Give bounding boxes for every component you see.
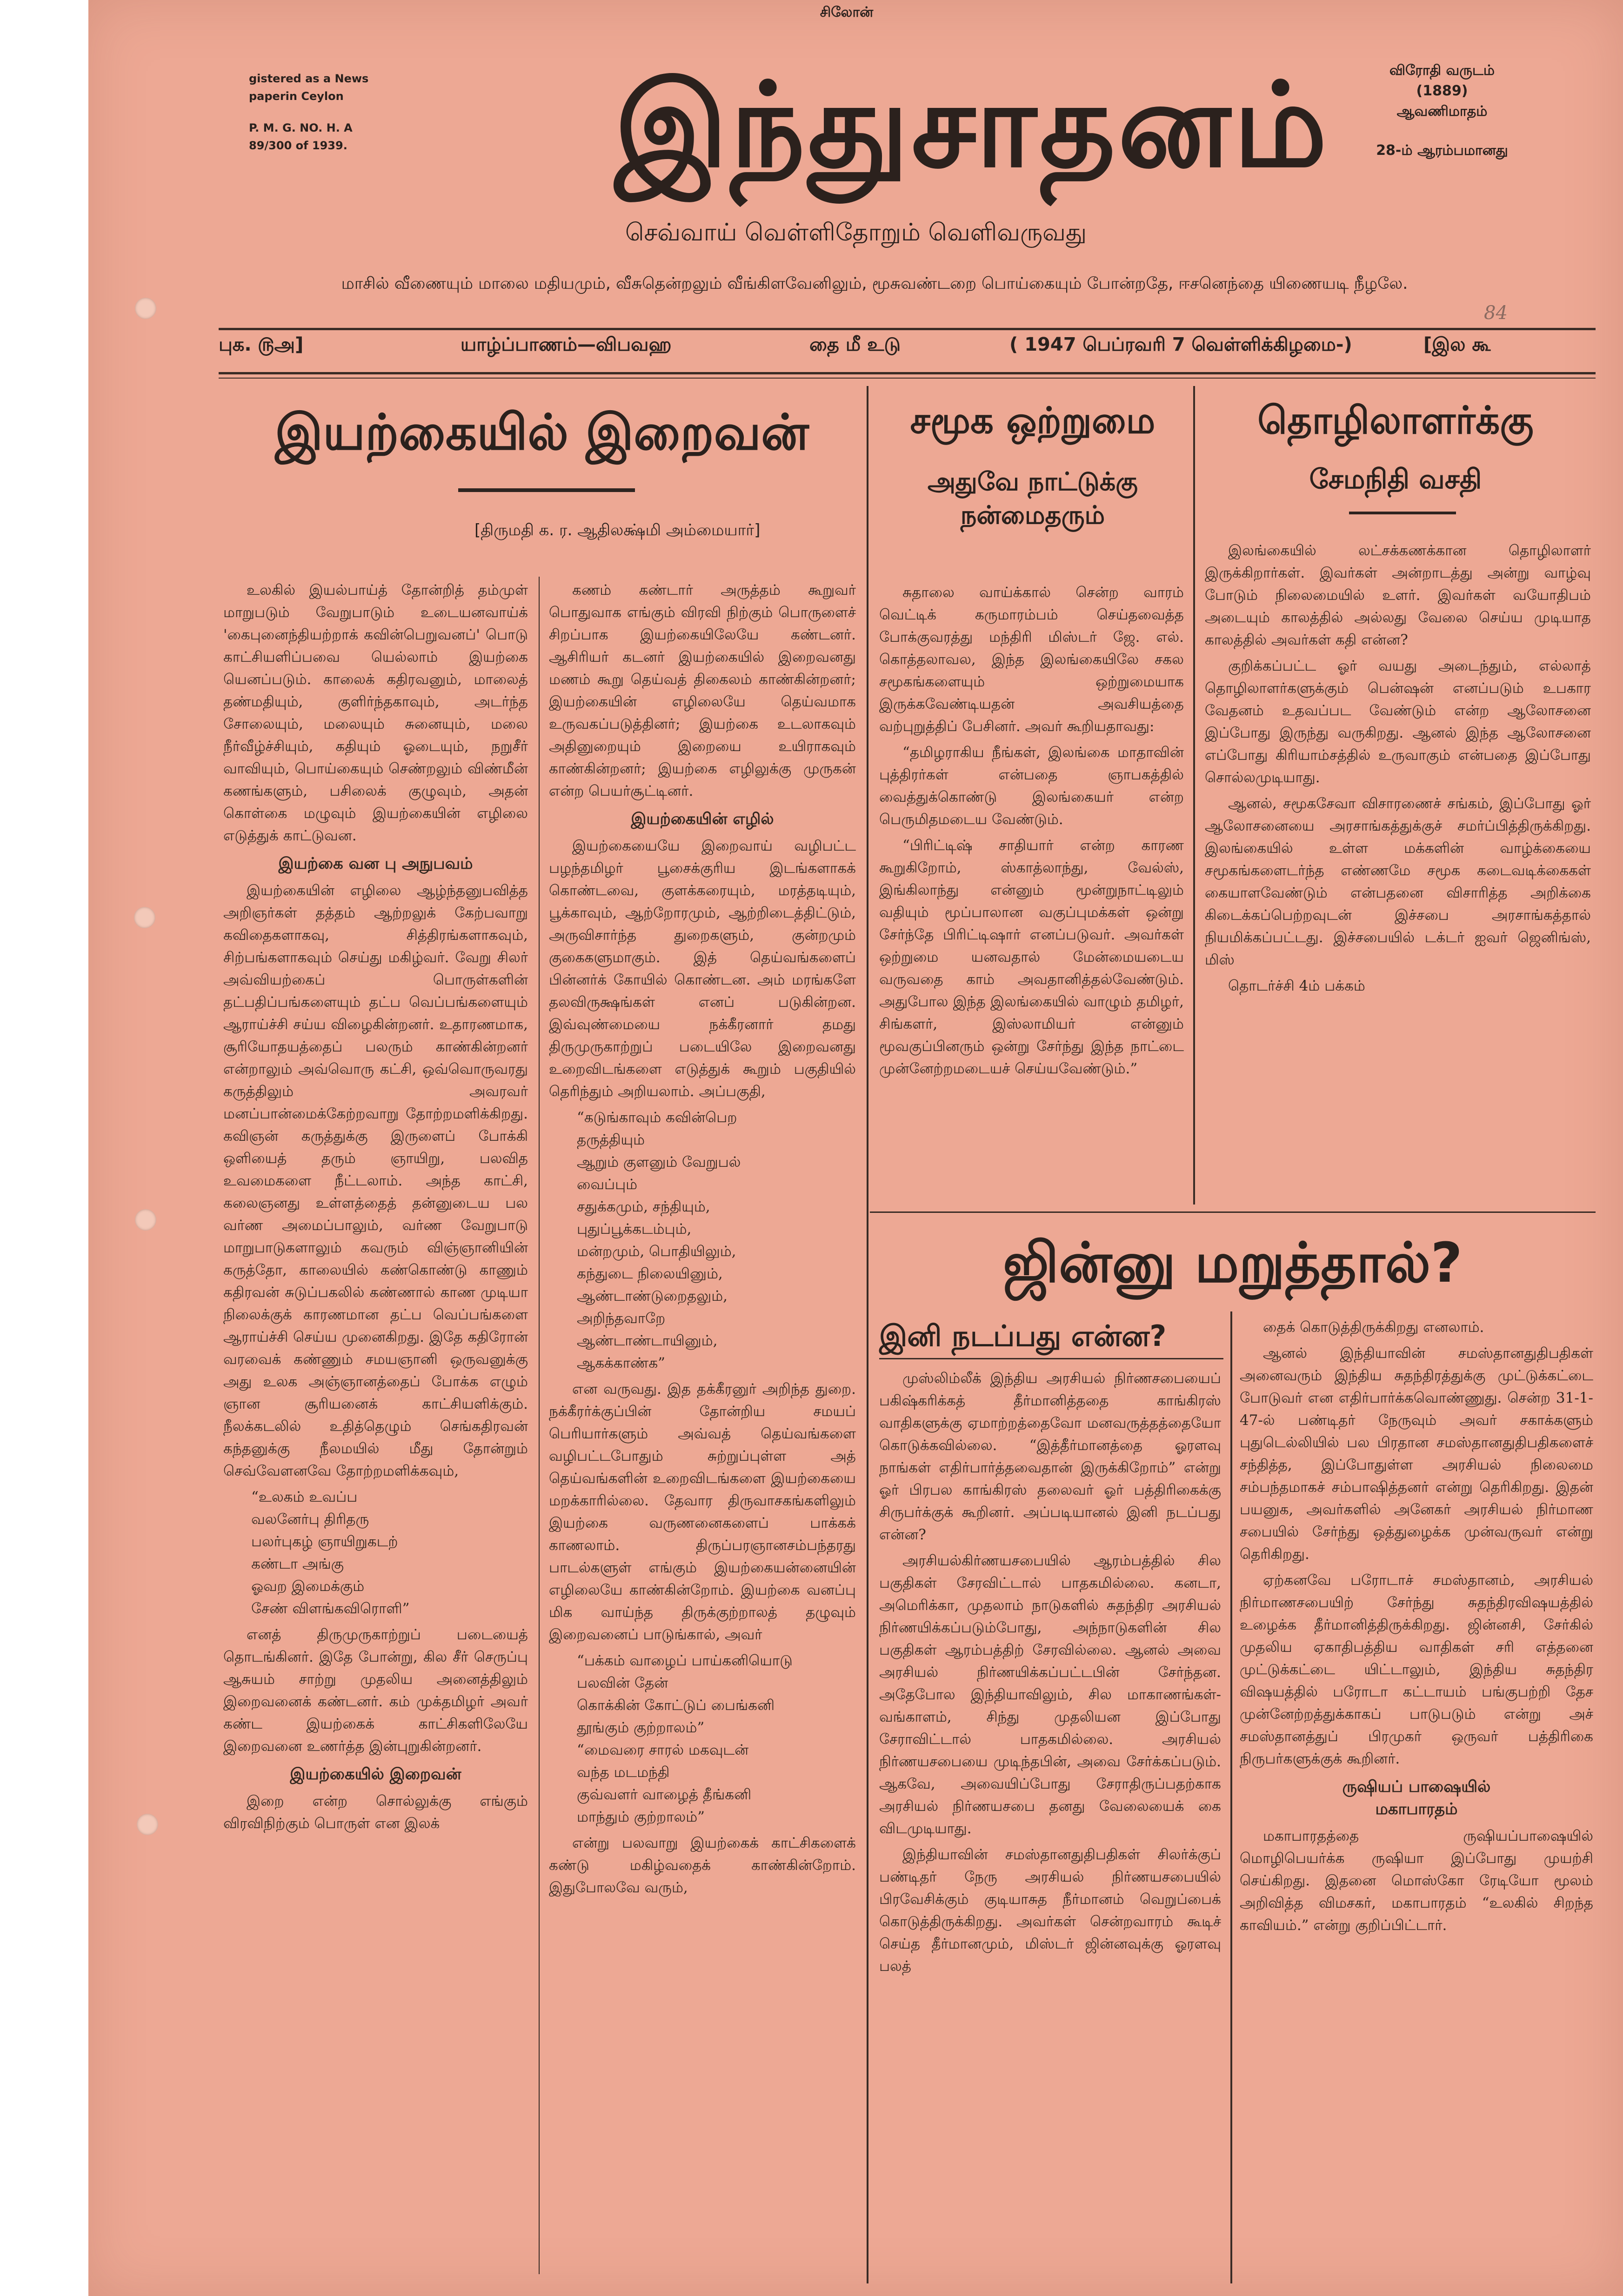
column-rule — [1230, 1311, 1232, 2283]
dateline-date: ( 1947 பெப்ரவரி 7 வெள்ளிக்கிழமை-) — [1009, 334, 1352, 355]
paragraph: ஏற்கனவே பரோடாச் சமஸ்தானம், அரசியல் நிர்மாணசபையிற் சேர்ந்து சுதந்திரவிஷயத்தில் உழைக்க தீர்மானித்திருக்கிறது. ஜின்னசி, சேர்கில் முதலிய ஏகாதிபத்திய வாதிகள் சரி எத்தனை முட்டுக்கட்டை யிட்டாலும், இந்திய சுதந்திர விஷயத்தில் பரோடா கட்டாயம் பங்குபற்றி தேச முன்னேற்றத்துக்காகப் பாடுபடும் என்று அச் சமஸ்தானத்துப் பிரமுகர் ஒருவர் பத்திரிகை நிருபர்களுக்குக் கூறினர். — [1240, 1572, 1593, 1767]
registration-block — [249, 70, 416, 154]
founded-year: (1889) — [1416, 83, 1468, 99]
article-column — [1205, 539, 1591, 1205]
section-rule — [870, 1211, 1596, 1213]
handwritten-mark: 84 — [1484, 302, 1508, 324]
paragraph: என வருவது. இத தக்கீரனுர் அறிந்த துறை. நக்கீரர்க்குப்பின் தோன்றிய சமயப் பெரியார்களும் அவ்வத் தெய்வங்களை வழிபட்டபோதும் சுற்றுப்புள்ள அத் தெய்வங்களின் உறைவிடங்களை இயற்கையை மறக்காரில்லை. தேவார திருவாசகங்களிலும் இயற்கை வருணனைகளைப் பாக்கக் காணலாம். திருப்பரஞானசம்பந்தரது பாடல்களுள் எங்கும் இயற்கையன்னையின் எழிலையே காண்கின்றோம். இயற்கை வனப்பு மிக வாய்ந்த திருக்குற்றாலத் தழுவும் இறைவனைப் பாடுங்கால், அவர் — [549, 1381, 856, 1643]
masthead-verse: மாசில் வீணையும் மாலை மதியமும், வீசுதென்றலும் வீங்கிளவேனிலும், மூசுவண்டறை பொய்கையும் போன்றதே, ஈசனெந்தை யிணையடி நீழலே. — [341, 274, 1408, 293]
paragraph: அரசியல்கிர்ணயசபையில் ஆரம்பத்தில் சில பகுதிகள் சேரவிட்டால் பாதகமில்லை. கனடா, அமெரிக்கா, முதலாம் நாடுகளில் சுதந்திர அரசியல் நிர்ணயிக்கப்படும்போது, அந்நாடுகளின் சில பகுதிகள் ஆரம்பத்திற் சேரவில்லை. ஆனல் அவை அரசியல் நிர்ணயிக்கப்பட்டபின் சேர்ந்தன. அதேபோல இந்தியாவிலும், சில மாகாணங்கள்-வங்காளம், சிந்து முதலியன இப்போது சேராவிட்டால் பாதகமில்லை. அரசியல் நிர்ணயசபையை முடிந்தபின், அவை சேர்க்கப்படும். ஆகவே, அவையிப்போது சேராதிருப்பதற்காக அரசியல் நிர்ணயசபை தனது வேலையைக் கை விடமுடியாது. — [879, 1552, 1221, 1837]
section-heading: ருஷியப் பாஷையில் மகாபாரதம் — [1342, 1777, 1491, 1818]
registration-line: 89/300 of 1939. — [249, 139, 347, 152]
founded-label: விரோதி வருடம் — [1389, 62, 1495, 79]
section-heading: இயற்கை வன பு அநுபவம் — [278, 854, 473, 873]
article-column — [879, 1367, 1221, 2279]
issue-number: புக. ௫அ] — [219, 334, 304, 355]
section-heading: இயற்கையில் இறைவன் — [290, 1765, 461, 1784]
punch-hole — [135, 1209, 156, 1231]
punch-hole — [134, 907, 155, 928]
column-rule — [1193, 386, 1195, 1205]
dateline-top-rule — [219, 328, 1596, 330]
column-rule — [867, 386, 868, 2283]
masthead-title: இந்துசாதனம் — [614, 58, 1330, 193]
punch-hole — [135, 298, 156, 319]
article-subheadline: சேமநிதி வசதி — [1309, 463, 1482, 495]
dateline — [219, 334, 1596, 366]
paragraph: “தமிழராகிய நீங்கள், இலங்கை மாதாவின் புத்திரர்கள் என்பதை ஞாபகத்தில் வைத்துக்கொண்டு இலங்கையர் என்ற பெருமிதமடைய வேண்டும். — [879, 744, 1184, 828]
article-headline: இயற்கையில் இறைவன் — [275, 404, 809, 461]
article-column — [223, 579, 528, 2281]
byline: [திருமதி க. ர. ஆதிலக்ஷ்மி அம்மையார்] — [474, 521, 761, 539]
headline-underline — [1349, 512, 1456, 514]
paragraph: எனத் திருமுருகாற்றுப் படையைத் தொடங்கினர். இதே போன்று, கில சீர் செருப்பு ஆசுயம் சாற்று முதலிய அனைத்திலும் இறைவனைக் கண்டனர். கம் முக்தமிழர் அவர் கண்ட இயற்கைக் காட்சிகளிலேயே இறைவனை உணர்த்த இன்புறுகின்றனர். — [223, 1626, 528, 1755]
paragraph: இறை என்ற சொல்லுக்கு எங்கும் விரவிநிற்கும் பொருள் என இலக் — [223, 1793, 528, 1832]
verse-quote: “கடுங்காவும் கவின்பெற தருத்தியும் ஆறும் குளனும் வேறுபல் வைப்பும் சதுக்கமும், சந்தியும், புதுப்பூக்கடம்பும், மன்றமும், பொதியிலும், கந்துடை நிலையினும், ஆண்டாண்டுறைதலும், அறிந்தவாறே ஆண்டாண்டாயினும், ஆகக்காண்க” — [577, 1109, 741, 1371]
article-headline: ஜின்னு மறுத்தால்? — [1003, 1231, 1463, 1295]
paragraph: இயற்கையையே இறைவாய் வழிபட்ட பழந்தமிழர் பூசைக்குரிய இடங்களாகக் கொண்டவை, குளக்கரையும், மரத்தடியும், பூக்காவும், ஆற்றோரமும், ஆற்றிடைத்திட்டும், அருவிசார்ந்த துறைகளும், குன்றமும் குகைகளுமாகும். இத் தெய்வங்களைப் பின்னர்க் கோயில் கொண்டன. அம் மரங்களே தலவிருக்ஷங்கள் எனப் படுகின்றன. இவ்வுண்மையை நக்கீரனார் தமது திருமுருகாற்றுப் படையிலே இறைவனது உறைவிடங்களை எடுத்துக் கூறும் பகுதியில் தெரிந்தும் அறியலாம். அப்பகுதி, — [549, 838, 856, 1100]
paragraph: குறிக்கப்பட்ட ஓர் வயது அடைந்தும், எல்லாத் தொழிலாளர்களுக்கும் பென்ஷன் எனப்படும் உபகார வேதனம் உதவப்பட வேண்டும் என்ற ஆலோசனை இப்போது இருந்து வருகிறது. ஆனல் இந்த ஆலோசனை எப்போது கிரியாம்சத்தில் உருவாகும் என்பதை இப்போது சொல்லமுடியாது. — [1205, 658, 1591, 786]
paragraph: சுதாலை வாய்க்கால் சென்ற வாரம் வெட்டிக் கருமாரம்பம் செய்தவைத்த போக்குவரத்து மந்திரி மிஸ்டர் ஜே. எல். கொத்தலாவல, இந்த இலங்கையிலே சகல சமூகங்களையும் ஒற்றுமையாக இருக்கவேண்டியதன் அவசியத்தை வற்புறுத்திப் பேசினர். அவர் கூறியதாவது: — [879, 584, 1184, 735]
article-column — [549, 579, 856, 2281]
article-headline: தொழிலாளர்க்கு — [1257, 399, 1534, 443]
registration-line: gistered as a News — [249, 72, 369, 85]
paragraph: தைக் கொடுத்திருக்கிறது எனலாம். — [1263, 1319, 1484, 1336]
column-rule — [539, 577, 540, 2274]
founded-month: ஆவணிமாதம் — [1396, 103, 1488, 120]
subheadline-rule — [879, 1358, 1223, 1359]
paragraph: உலகில் இயல்பாய்த் தோன்றித் தம்முள் மாறுபடும் வேறுபாடும் உடையனவாய்க் 'கைபுனைந்தியற்றாக் கவின்பெறுவனப்' பொடு காட்சியளிப்பவை யெல்லாம் இயற்கை யெனப்படும். காலைக் கதிரவனும், மாலைத் தண்மதியும், குளிர்ந்தகாவும், அடர்ந்த சோலையும், மலையும் சுனையும், மலை நீர்வீழ்ச்சியும், கதியும் ஓடையும், நறுசீர் வாவியும், பொய்கையும் செண்றலும் விண்மீன் கணங்களும், பசிலைக் குழுவும், அதன் கொள்கை மழுவும் இயற்கையின் எழிலை எடுத்துக் காட்டுவன. — [223, 582, 528, 844]
dateline-bottom-rule — [219, 372, 1596, 374]
paragraph: இலங்கையில் லட்சக்கணக்கான தொழிலாளர் இருக்கிறார்கள். இவர்கள் அன்றாடத்து அன்று வாழ்வு போடும் நிலைமையில் உளர். இவர்கள் வயோதிபம் அடையும் காலத்தில் அல்லது வேலை செய்ய முடியாத காலத்தில் அவர்கள் கதி என்ன? — [1205, 542, 1591, 648]
paragraph: முஸ்லிம்லீக் இந்திய அரசியல் நிர்ணசபையைப் பகிஷ்கரிக்கத் தீர்மானித்ததை காங்கிரஸ் வாதிகளுக்கு ஏமாற்றத்தைவோ மனவருத்தத்தையோ கொடுக்கவில்லை. “இத்தீர்மானத்தை ஓரளவு நாங்கள் எதிர்பார்த்தவைதான் இருக்கிறோம்” என்று ஓர் பிரபல காங்கிரஸ் தலைவர் ஓர் பத்திரிகைக்கு சிருபர்க்குக் கூறினர். அப்படியானல் இனி நடப்பது என்ன? — [879, 1370, 1221, 1543]
paragraph: ஆனல் இந்தியாவின் சமஸ்தானதுதிபதிகள் அனைவரும் இந்திய சுதந்திரத்துக்கு முட்டுக்கட்டை போடுவர் என எதிர்பார்க்கவொண்ணுது. சென்ற 31-1-47-ல் பண்டிதர் நேருவும் அவர் சகாக்களும் புதுடெல்லியில் பல பிரதான சமஸ்தானதுதிபதிகளைச் சந்தித்த, இப்போதுள்ள அரசியல் நிலைமை சம்பந்தமாகச் சம்பாஷித்தனர் என்று தெரிகிறது. இதன் பயனுக, அவர்களில் அனேகர் அரசியல் நிர்மாண சபையில் சேர்ந்து ஒத்துழைக்க முன்வருவர் என்று தெரிகிறது. — [1240, 1345, 1593, 1563]
newspaper-page — [88, 0, 1623, 2296]
article-headline: சமூக ஒற்றுமை — [910, 400, 1155, 442]
article-subheadline: இனி நடப்பது என்ன? — [879, 1319, 1167, 1353]
article-column — [1240, 1316, 1593, 2279]
tagline: செவ்வாய் வெள்ளிதோறும் வெளிவருவது — [625, 219, 1087, 246]
dateline-bottom-rule-thin — [219, 378, 1596, 379]
article-subheadline: அதுவே நாட்டுக்கு நன்மைதரும் — [928, 467, 1138, 530]
founded-block — [1344, 60, 1540, 161]
issue-serial: [இல கூ — [1423, 334, 1491, 355]
verse-quote: “பக்கம் வாழைப் பாய்கனியொடு பலவின் தேன் கொக்கின் கோட்டுப் பைங்கனி தூங்கும் குற்றாலம்” “மைவரை சாரல் மகவுடன் வந்த மடமந்தி குவ்வளர் வாழைத் தீங்கனி மாந்தும் குற்றாலம்” — [577, 1652, 793, 1825]
volume-label: 28-ம் ஆரம்பமானது — [1376, 142, 1508, 159]
paragraph: கணம் கண்டார் அருத்தம் கூறுவர் பொதுவாக எங்கும் விரவி நிற்கும் பொருளைச் சிறப்பாக இயற்கையிலேயே கண்டனர். ஆசிரியர் கடனர் இயற்கையில் இறைவனது மணம் கூறு தெய்வத் திகைலம் காண்கின்றனர்; இயற்கையின் எழிலையே தெய்வமாக உருவகப்படுத்தினர்; இயற்கை உடலாகவும் அதினுறையும் இறையை உயிராகவும் காண்கின்றனர்; இயற்கை எழிலுக்கு முருகன் என்ற பெயர்சூட்டினர். — [549, 582, 856, 799]
dateline-month: தை மீ உடு — [809, 334, 901, 355]
paragraph: மகாபாரதத்தை ருஷியப்பாஷையில் மொழிபெயர்க்க ருஷியா இப்போது முயற்சி செய்கிறது. இதனை மொஸ்கோ ரேடியோ மூலம் அறிவித்த விமசகர், மகாபாரதம் “உலகில் சிறந்த காவியம்.” என்று குறிப்பிட்டார். — [1240, 1828, 1593, 1934]
article-column — [879, 581, 1184, 1205]
verse-quote: “உலகம் உவப்ப வலனேர்பு திரிதரு பலர்புகழ் ஞாயிறுகடற் கண்டா அங்கு ஓவற இமைக்கும் சேண் விளங்கவிரொளி” — [251, 1489, 410, 1617]
paragraph: என்று பலவாறு இயற்கைக் காட்சிகளைக் கண்டு மகிழ்வதைக் காண்கின்றோம். இதுபோலவே வரும், — [549, 1835, 856, 1896]
registration-line: paperin Ceylon — [249, 90, 344, 103]
punch-hole — [137, 1814, 158, 1835]
paragraph: தொடர்ச்சி 4ம் பக்கம் — [1228, 978, 1365, 994]
registration-line: P. M. G. NO. H. A — [249, 121, 353, 134]
paragraph: இந்தியாவின் சமஸ்தானதுதிபதிகள் சிலர்க்குப் பண்டிதர் நேரு அரசியல் நிர்ணயசபையில் பிரவேசிக்கும் குடியாசுத நீர்மானம் வெறுப்பைக் கொடுத்திருக்கிறது. அவர்கள் சென்றவாரம் கூடிச் செய்த தீர்மானமும், மிஸ்டர் ஜின்னவுக்கு ஓரளவு பலத் — [879, 1846, 1221, 1975]
headline-underline — [458, 488, 635, 492]
section-heading: இயற்கையின் எழில் — [631, 810, 774, 828]
masthead-top-label: சிலோன் — [820, 4, 874, 20]
paragraph: ஆனல், சமூகசேவா விசாரணைச் சங்கம், இப்போது ஓர் ஆலோசனையை அரசாங்கத்துக்குச் சமர்ப்பித்திருக்கிறது. இலங்கையில் உள்ள மக்களின் வாழ்க்கையை சமூகங்களைடர்ந்த எண்ணமே சமூக கடைவடிக்கைகள் கையாளவேண்டும் என்பதனை விசாரித்த அறிக்கை கிடைக்கப்பெற்றவுடன் இச்சபை அரசாங்கத்தால் நியமிக்கப்பட்டது. இச்சபையில் டக்டர் ஐவர் ஜெனிங்ஸ், மிஸ் — [1205, 795, 1591, 968]
paragraph: “பிரிட்டிஷ் சாதியார் என்ற காரண கூறுகிறோம், ஸ்காத்லாந்து, வேல்ஸ், இங்கிலாந்து என்னும் மூன்றுநாட்டிலும் வதியும் மூப்பாலான வகுப்புமக்கள் ஒன்று சேர்ந்தே பிரிட்டிஷார் எனப்படுவர். அவர்கள் ஒற்றுமை யனவதால் மேன்மையடைய வருவதை காம் அவதானித்தல்வேண்டும். அதுபோல இந்த இலங்கையில் வாழும் தமிழர், சிங்களர், இஸ்லாமியர் என்னும் மூவகுப்பினரும் ஒன்று சேர்ந்து இந்த நாட்டை முன்னேற்றமடையச் செய்யவேண்டும்.” — [879, 837, 1184, 1077]
dateline-place: யாழ்ப்பாணம்—விபவஹ — [461, 334, 672, 355]
paragraph: இயற்கையின் எழிலை ஆழ்ந்தனுபவித்த அறிஞர்கள் தத்தம் ஆற்றலுக் கேற்பவாறு கவிதைகளாகவு, சித்திரங்களாகவும், சிற்பங்களாகவும் செய்து மகிழ்வர். வேறு சிலர் அவ்வியற்கைப் பொருள்களின் தட்பதிப்பங்களையும் தட்ப வெப்பங்களையும் ஆராய்ச்சி சய்ய விழைகின்றனர். உதாரணமாக, சூரியோதயத்தைப் பலரும் காண்கின்றனர் என்றாலும் அவ்வொரு கட்சி, ஒவ்வொருவரது கருத்திலும் அவரவர் மனப்பான்மைக்கேற்றவாறு தோற்றமளிக்கிறது. கவிஞன் கருத்துக்கு இருளைப் போக்கி ஒளியைத் தரும் ஞாயிறு, பலவித உவமைகளை நீட்டலாம். அந்த காட்சி, கலைஞனது உள்ளத்தைத் தன்னுடைய பல வர்ண அமைப்பாலும், வர்ண வேறுபாடு மாறுபாடுகளாலும் கவரும் விஞ்ஞானியின் கருத்தோ, காலையில் கண்கொண்டு காணும் கதிரவன் சுடுப்பகலில் கண்ணால் காண முடியா நிலைக்குக் காரணமான தட்ப வெப்பங்களை ஆராய்ச்சி செய்ய முனைகிறது. இதே கதிரோன் வரவைக் கண்ணும் சமயஞானி ஒருவனுக்கு அது உலக அஞ்ஞானத்தைப் போக்க எழும் ஞான சூரியனைக் காட்சியளிக்கும். நீலக்கடலில் உதித்தெழும் செங்கதிரவன் கந்தனுக்கு நீலமயில் மீது தோன்றும் செவ்வேளனவே தோற்றமளிக்கவும், — [223, 882, 528, 1479]
